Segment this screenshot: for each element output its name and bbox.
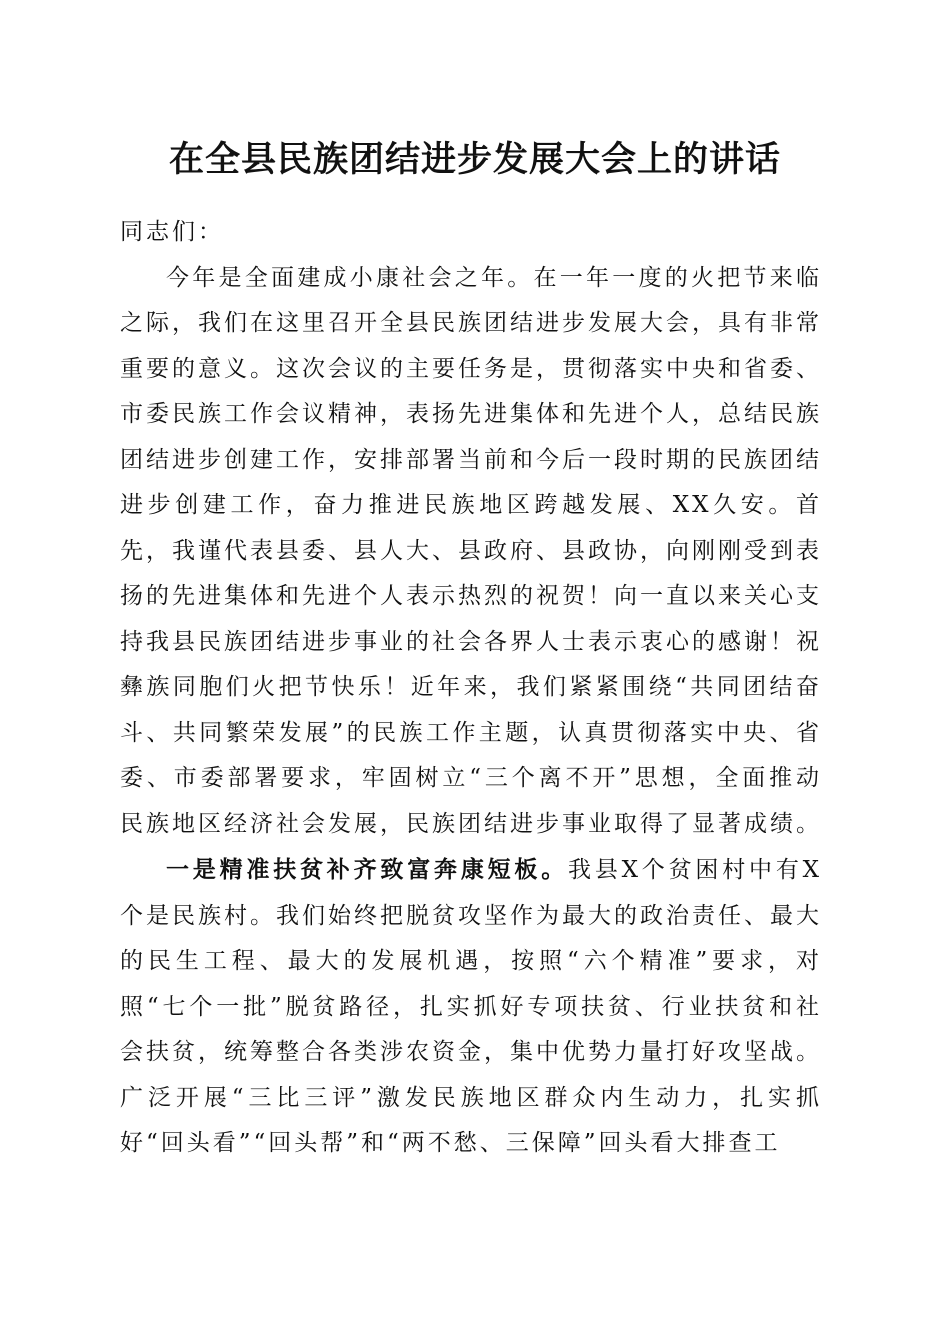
paragraph-lead-heading: 一是精准扶贫补齐致富奔康短板。 (166, 856, 569, 883)
salutation: 同志们： (120, 219, 224, 245)
document-title: 在全县民族团结进步发展大会上的讲话 (168, 139, 781, 180)
paragraph-poverty-alleviation-text: 我县X个贫困村中有X个是民族村。我们始终把脱贫攻坚作为最大的政治责任、最大的民生工程、最大的发展机遇，按照“六个精准”要求，对照“七个一批”脱贫路径，扎实抓好专项扶贫、行业扶贫和社会扶贫，统筹整合各类涉农资金，集中优势力量打好攻坚战。广泛开展“三比三评”激发民族地区群众内生动力，扎实抓好“回头看”“回头帮”和“两不愁、三保障”回头看大排查工 (120, 857, 822, 1156)
document-body (120, 210, 822, 1167)
paragraph-intro (120, 256, 822, 848)
paragraph-poverty-alleviation (120, 847, 822, 1167)
paragraph-intro-text: 今年是全面建成小康社会之年。在一年一度的火把节来临之际，我们在这里召开全县民族团结进步发展大会，具有非常重要的意义。这次会议的主要任务是，贯彻落实中央和省委、市委民族工作会议精神，表扬先进集体和先进个人，总结民族团结进步创建工作，安排部署当前和今后一段时期的民族团结进步创建工作，奋力推进民族地区跨越发展、XX久安。首先，我谨代表县委、县人大、县政府、县政协，向刚刚受到表扬的先进集体和先进个人表示热烈的祝贺！向一直以来关心支持我县民族团结进步事业的社会各界人士表示衷心的感谢！祝彝族同胞们火把节快乐！近年来，我们紧紧围绕“共同团结奋斗、共同繁荣发展”的民族工作主题，认真贯彻落实中央、省委、市委部署要求，牢固树立“三个离不开”思想，全面推动民族地区经济社会发展，民族团结进步事业取得了显著成绩。 (120, 264, 822, 837)
